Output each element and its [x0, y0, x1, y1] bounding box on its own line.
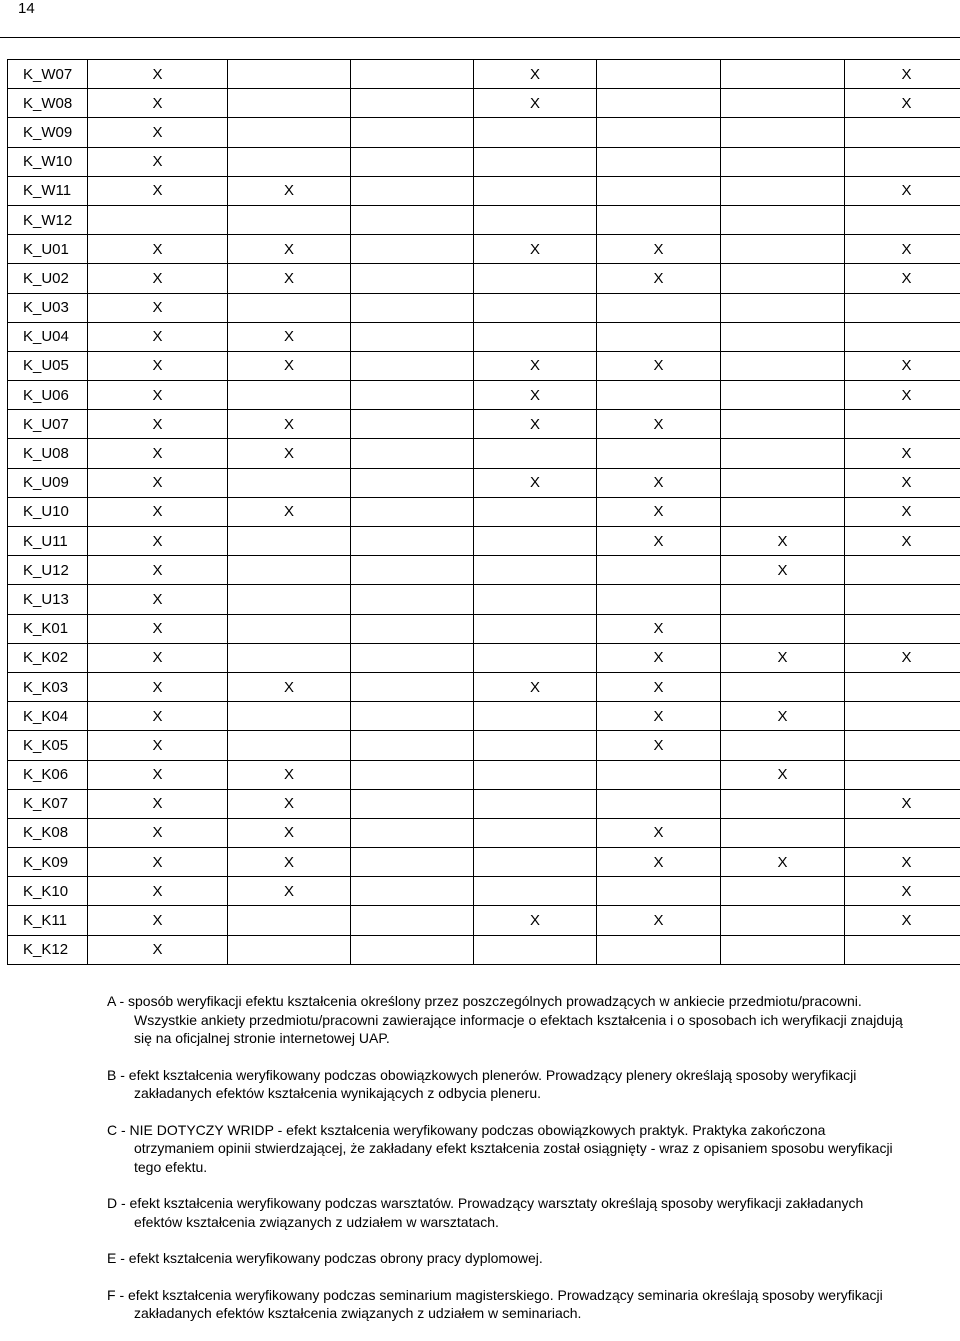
mark-cell: X	[88, 235, 228, 264]
mark-cell: X	[597, 848, 721, 877]
mark-cell: X	[88, 439, 228, 468]
row-code-cell: K_U07	[8, 410, 88, 439]
table-row	[8, 556, 960, 585]
mark-cell: X	[845, 60, 960, 89]
mark-cell	[228, 468, 351, 497]
mark-cell	[228, 89, 351, 118]
mark-cell	[351, 147, 474, 176]
mark-cell: X	[228, 176, 351, 205]
verification-matrix-table	[7, 59, 960, 965]
table-row	[8, 614, 960, 643]
mark-cell	[721, 877, 845, 906]
row-code-cell: K_W12	[8, 205, 88, 234]
table-row	[8, 848, 960, 877]
mark-cell	[351, 205, 474, 234]
mark-cell	[597, 556, 721, 585]
mark-cell	[845, 731, 960, 760]
mark-cell: X	[88, 672, 228, 701]
mark-cell: X	[88, 818, 228, 847]
mark-cell	[845, 147, 960, 176]
mark-cell	[474, 176, 597, 205]
mark-cell	[474, 556, 597, 585]
mark-cell	[474, 731, 597, 760]
mark-cell: X	[228, 672, 351, 701]
mark-cell: X	[88, 935, 228, 964]
legend	[107, 992, 907, 1341]
mark-cell	[474, 789, 597, 818]
mark-cell	[721, 731, 845, 760]
row-code-cell: K_K02	[8, 643, 88, 672]
mark-cell: X	[88, 702, 228, 731]
row-code-cell: K_W07	[8, 60, 88, 89]
table-row	[8, 643, 960, 672]
row-code-cell: K_K05	[8, 731, 88, 760]
table-row	[8, 760, 960, 789]
mark-cell: X	[845, 906, 960, 935]
table-row	[8, 818, 960, 847]
table-row	[8, 293, 960, 322]
mark-cell	[351, 643, 474, 672]
mark-cell	[228, 60, 351, 89]
mark-cell	[597, 760, 721, 789]
mark-cell	[845, 672, 960, 701]
mark-cell	[721, 381, 845, 410]
mark-cell	[845, 614, 960, 643]
mark-cell	[721, 205, 845, 234]
mark-cell	[845, 410, 960, 439]
mark-cell: X	[228, 410, 351, 439]
mark-cell: X	[88, 176, 228, 205]
mark-cell: X	[721, 643, 845, 672]
table-row	[8, 672, 960, 701]
mark-cell	[721, 585, 845, 614]
mark-cell	[474, 760, 597, 789]
mark-cell	[721, 60, 845, 89]
row-code-cell: K_K06	[8, 760, 88, 789]
mark-cell: X	[88, 60, 228, 89]
mark-cell	[721, 497, 845, 526]
mark-cell: X	[88, 118, 228, 147]
mark-cell	[474, 877, 597, 906]
mark-cell	[351, 89, 474, 118]
mark-cell: X	[88, 147, 228, 176]
mark-cell: X	[228, 789, 351, 818]
row-code-cell: K_K04	[8, 702, 88, 731]
mark-cell	[845, 702, 960, 731]
page-number: 14	[18, 0, 35, 18]
mark-cell: X	[597, 468, 721, 497]
mark-cell: X	[597, 497, 721, 526]
mark-cell	[351, 322, 474, 351]
mark-cell: X	[845, 643, 960, 672]
mark-cell	[721, 118, 845, 147]
mark-cell: X	[721, 527, 845, 556]
mark-cell	[721, 906, 845, 935]
mark-cell	[351, 556, 474, 585]
mark-cell	[597, 205, 721, 234]
mark-cell	[474, 848, 597, 877]
mark-cell	[597, 789, 721, 818]
mark-cell: X	[597, 235, 721, 264]
mark-cell: X	[88, 585, 228, 614]
mark-cell: X	[228, 877, 351, 906]
matrix-body	[8, 60, 960, 965]
mark-cell: X	[88, 643, 228, 672]
mark-cell: X	[228, 760, 351, 789]
mark-cell	[351, 585, 474, 614]
row-code-cell: K_K10	[8, 877, 88, 906]
mark-cell: X	[228, 818, 351, 847]
row-code-cell: K_U12	[8, 556, 88, 585]
mark-cell	[597, 293, 721, 322]
row-code-cell: K_K03	[8, 672, 88, 701]
mark-cell: X	[88, 556, 228, 585]
mark-cell: X	[228, 351, 351, 380]
header-rule	[0, 37, 960, 38]
mark-cell	[474, 439, 597, 468]
mark-cell: X	[88, 789, 228, 818]
mark-cell	[721, 351, 845, 380]
legend-entry-a: A - sposób weryfikacji efektu kształcenia określony przez poszczególnych prowadzących w ankiecie przedmiotu/pracowni. Wszystkie ankiety przedmiotu/pracowni zawierające informacje o efektach kształcenia i o sposobach ich weryfikacji znajdują się na oficjalnej stronie internetowej UAP.	[107, 992, 907, 1048]
row-code-cell: K_U01	[8, 235, 88, 264]
mark-cell	[228, 381, 351, 410]
mark-cell: X	[474, 468, 597, 497]
row-code-cell: K_U11	[8, 527, 88, 556]
table-row	[8, 322, 960, 351]
mark-cell	[597, 935, 721, 964]
mark-cell: X	[474, 351, 597, 380]
mark-cell	[474, 818, 597, 847]
mark-cell	[474, 264, 597, 293]
row-code-cell: K_U03	[8, 293, 88, 322]
mark-cell: X	[228, 322, 351, 351]
mark-cell	[721, 439, 845, 468]
mark-cell	[474, 205, 597, 234]
mark-cell	[597, 60, 721, 89]
mark-cell	[351, 731, 474, 760]
mark-cell	[351, 176, 474, 205]
row-code-cell: K_W10	[8, 147, 88, 176]
table-row	[8, 205, 960, 234]
mark-cell	[597, 147, 721, 176]
mark-cell	[474, 527, 597, 556]
mark-cell: X	[228, 264, 351, 293]
mark-cell: X	[474, 906, 597, 935]
mark-cell: X	[88, 906, 228, 935]
row-code-cell: K_U13	[8, 585, 88, 614]
mark-cell	[351, 789, 474, 818]
mark-cell: X	[228, 848, 351, 877]
mark-cell	[721, 818, 845, 847]
mark-cell	[351, 672, 474, 701]
table-row	[8, 789, 960, 818]
mark-cell: X	[88, 497, 228, 526]
table-row	[8, 527, 960, 556]
mark-cell: X	[474, 89, 597, 118]
mark-cell	[351, 614, 474, 643]
mark-cell	[228, 585, 351, 614]
mark-cell: X	[597, 614, 721, 643]
mark-cell	[351, 877, 474, 906]
mark-cell: X	[845, 848, 960, 877]
mark-cell: X	[845, 497, 960, 526]
mark-cell	[351, 848, 474, 877]
mark-cell	[351, 264, 474, 293]
mark-cell	[845, 935, 960, 964]
table-row	[8, 439, 960, 468]
mark-cell: X	[845, 235, 960, 264]
mark-cell: X	[845, 381, 960, 410]
row-code-cell: K_K12	[8, 935, 88, 964]
mark-cell	[721, 672, 845, 701]
row-code-cell: K_K11	[8, 906, 88, 935]
legend-entry-d: D - efekt kształcenia weryfikowany podczas warsztatów. Prowadzący warsztaty określają sposoby weryfikacji zakładanych efektów kształcenia związanych z udziałem w warsztatach.	[107, 1194, 907, 1231]
mark-cell	[351, 818, 474, 847]
mark-cell	[474, 147, 597, 176]
table-row	[8, 731, 960, 760]
mark-cell	[597, 381, 721, 410]
mark-cell	[474, 585, 597, 614]
mark-cell	[721, 89, 845, 118]
mark-cell	[228, 527, 351, 556]
legend-entry-e: E - efekt kształcenia weryfikowany podczas obrony pracy dyplomowej.	[107, 1249, 907, 1268]
mark-cell: X	[228, 235, 351, 264]
table-row	[8, 410, 960, 439]
mark-cell	[597, 877, 721, 906]
mark-cell: X	[597, 702, 721, 731]
mark-cell: X	[597, 818, 721, 847]
mark-cell: X	[88, 89, 228, 118]
mark-cell	[474, 702, 597, 731]
mark-cell	[228, 147, 351, 176]
mark-cell	[351, 760, 474, 789]
table-row	[8, 118, 960, 147]
mark-cell	[351, 410, 474, 439]
mark-cell: X	[721, 702, 845, 731]
mark-cell	[845, 293, 960, 322]
legend-entry-b: B - efekt kształcenia weryfikowany podczas obowiązkowych plenerów. Prowadzący plenery określają sposoby weryfikacji zakładanych efektów kształcenia wynikających z odbycia pleneru.	[107, 1066, 907, 1103]
table-row	[8, 351, 960, 380]
table-row	[8, 497, 960, 526]
mark-cell	[351, 527, 474, 556]
mark-cell	[845, 760, 960, 789]
legend-entry-f: F - efekt kształcenia weryfikowany podczas seminarium magisterskiego. Prowadzący seminaria określają sposoby weryfikacji zakładanych efektów kształcenia związanych z udziałem w seminariach.	[107, 1286, 907, 1323]
mark-cell	[721, 147, 845, 176]
table-row	[8, 60, 960, 89]
mark-cell: X	[845, 176, 960, 205]
mark-cell	[597, 118, 721, 147]
table-row	[8, 235, 960, 264]
mark-cell: X	[597, 672, 721, 701]
mark-cell	[351, 497, 474, 526]
mark-cell: X	[845, 89, 960, 118]
mark-cell	[597, 89, 721, 118]
row-code-cell: K_K07	[8, 789, 88, 818]
mark-cell	[474, 497, 597, 526]
table-row	[8, 381, 960, 410]
mark-cell	[845, 205, 960, 234]
mark-cell	[351, 906, 474, 935]
mark-cell	[721, 264, 845, 293]
mark-cell	[474, 322, 597, 351]
mark-cell	[474, 118, 597, 147]
row-code-cell: K_U09	[8, 468, 88, 497]
table-row	[8, 264, 960, 293]
row-code-cell: K_U08	[8, 439, 88, 468]
mark-cell	[597, 585, 721, 614]
mark-cell	[597, 176, 721, 205]
mark-cell: X	[474, 381, 597, 410]
mark-cell: X	[474, 60, 597, 89]
mark-cell	[228, 643, 351, 672]
table-row	[8, 89, 960, 118]
row-code-cell: K_U04	[8, 322, 88, 351]
mark-cell	[228, 556, 351, 585]
mark-cell	[845, 118, 960, 147]
row-code-cell: K_U10	[8, 497, 88, 526]
row-code-cell: K_U02	[8, 264, 88, 293]
mark-cell: X	[88, 760, 228, 789]
mark-cell: X	[597, 410, 721, 439]
mark-cell	[228, 614, 351, 643]
row-code-cell: K_U05	[8, 351, 88, 380]
table-row	[8, 906, 960, 935]
row-code-cell: K_W11	[8, 176, 88, 205]
mark-cell	[228, 731, 351, 760]
mark-cell	[351, 702, 474, 731]
mark-cell	[228, 935, 351, 964]
mark-cell	[845, 322, 960, 351]
mark-cell: X	[474, 235, 597, 264]
mark-cell	[474, 293, 597, 322]
mark-cell: X	[88, 293, 228, 322]
mark-cell	[228, 906, 351, 935]
legend-entry-c: C - NIE DOTYCZY WRIDP - efekt kształcenia weryfikowany podczas obowiązkowych praktyk. Praktyka zakończona otrzymaniem opinii stwierdzającej, że zakładany efekt kształcenia został osiągnięty - wraz z opisaniem sposobu weryfikacji tego efektu.	[107, 1121, 907, 1177]
mark-cell: X	[228, 439, 351, 468]
mark-cell: X	[845, 264, 960, 293]
mark-cell	[721, 235, 845, 264]
mark-cell: X	[597, 906, 721, 935]
mark-cell	[845, 585, 960, 614]
mark-cell: X	[721, 848, 845, 877]
mark-cell: X	[597, 527, 721, 556]
mark-cell	[351, 439, 474, 468]
mark-cell	[351, 935, 474, 964]
mark-cell	[721, 293, 845, 322]
row-code-cell: K_W08	[8, 89, 88, 118]
mark-cell: X	[474, 672, 597, 701]
mark-cell: X	[597, 643, 721, 672]
mark-cell: X	[88, 877, 228, 906]
row-code-cell: K_U06	[8, 381, 88, 410]
mark-cell: X	[88, 264, 228, 293]
mark-cell	[474, 614, 597, 643]
table-row	[8, 585, 960, 614]
mark-cell: X	[88, 614, 228, 643]
mark-cell: X	[88, 731, 228, 760]
mark-cell: X	[845, 468, 960, 497]
mark-cell: X	[597, 264, 721, 293]
table-row	[8, 176, 960, 205]
mark-cell	[474, 935, 597, 964]
mark-cell	[88, 205, 228, 234]
table-row	[8, 877, 960, 906]
mark-cell: X	[88, 527, 228, 556]
mark-cell: X	[597, 351, 721, 380]
mark-cell: X	[88, 468, 228, 497]
table-row	[8, 468, 960, 497]
mark-cell: X	[845, 351, 960, 380]
row-code-cell: K_K01	[8, 614, 88, 643]
row-code-cell: K_K08	[8, 818, 88, 847]
mark-cell	[351, 381, 474, 410]
mark-cell: X	[88, 351, 228, 380]
mark-cell	[721, 789, 845, 818]
mark-cell	[721, 614, 845, 643]
mark-cell: X	[88, 381, 228, 410]
mark-cell	[228, 293, 351, 322]
mark-cell	[228, 205, 351, 234]
table-row	[8, 935, 960, 964]
mark-cell	[351, 351, 474, 380]
mark-cell	[721, 176, 845, 205]
mark-cell: X	[228, 497, 351, 526]
mark-cell: X	[845, 789, 960, 818]
mark-cell	[845, 818, 960, 847]
mark-cell	[228, 118, 351, 147]
mark-cell	[474, 643, 597, 672]
mark-cell	[597, 322, 721, 351]
table-row	[8, 147, 960, 176]
mark-cell: X	[597, 731, 721, 760]
mark-cell	[721, 322, 845, 351]
mark-cell: X	[88, 848, 228, 877]
mark-cell	[721, 410, 845, 439]
mark-cell: X	[88, 322, 228, 351]
mark-cell: X	[721, 760, 845, 789]
mark-cell	[351, 468, 474, 497]
mark-cell	[228, 702, 351, 731]
mark-cell	[721, 935, 845, 964]
row-code-cell: K_K09	[8, 848, 88, 877]
mark-cell: X	[474, 410, 597, 439]
mark-cell	[351, 293, 474, 322]
mark-cell	[351, 235, 474, 264]
row-code-cell: K_W09	[8, 118, 88, 147]
mark-cell: X	[845, 439, 960, 468]
mark-cell: X	[88, 410, 228, 439]
mark-cell	[721, 468, 845, 497]
mark-cell: X	[845, 527, 960, 556]
mark-cell	[845, 556, 960, 585]
mark-cell	[351, 118, 474, 147]
mark-cell: X	[845, 877, 960, 906]
mark-cell: X	[721, 556, 845, 585]
mark-cell	[351, 60, 474, 89]
table-row	[8, 702, 960, 731]
mark-cell	[597, 439, 721, 468]
